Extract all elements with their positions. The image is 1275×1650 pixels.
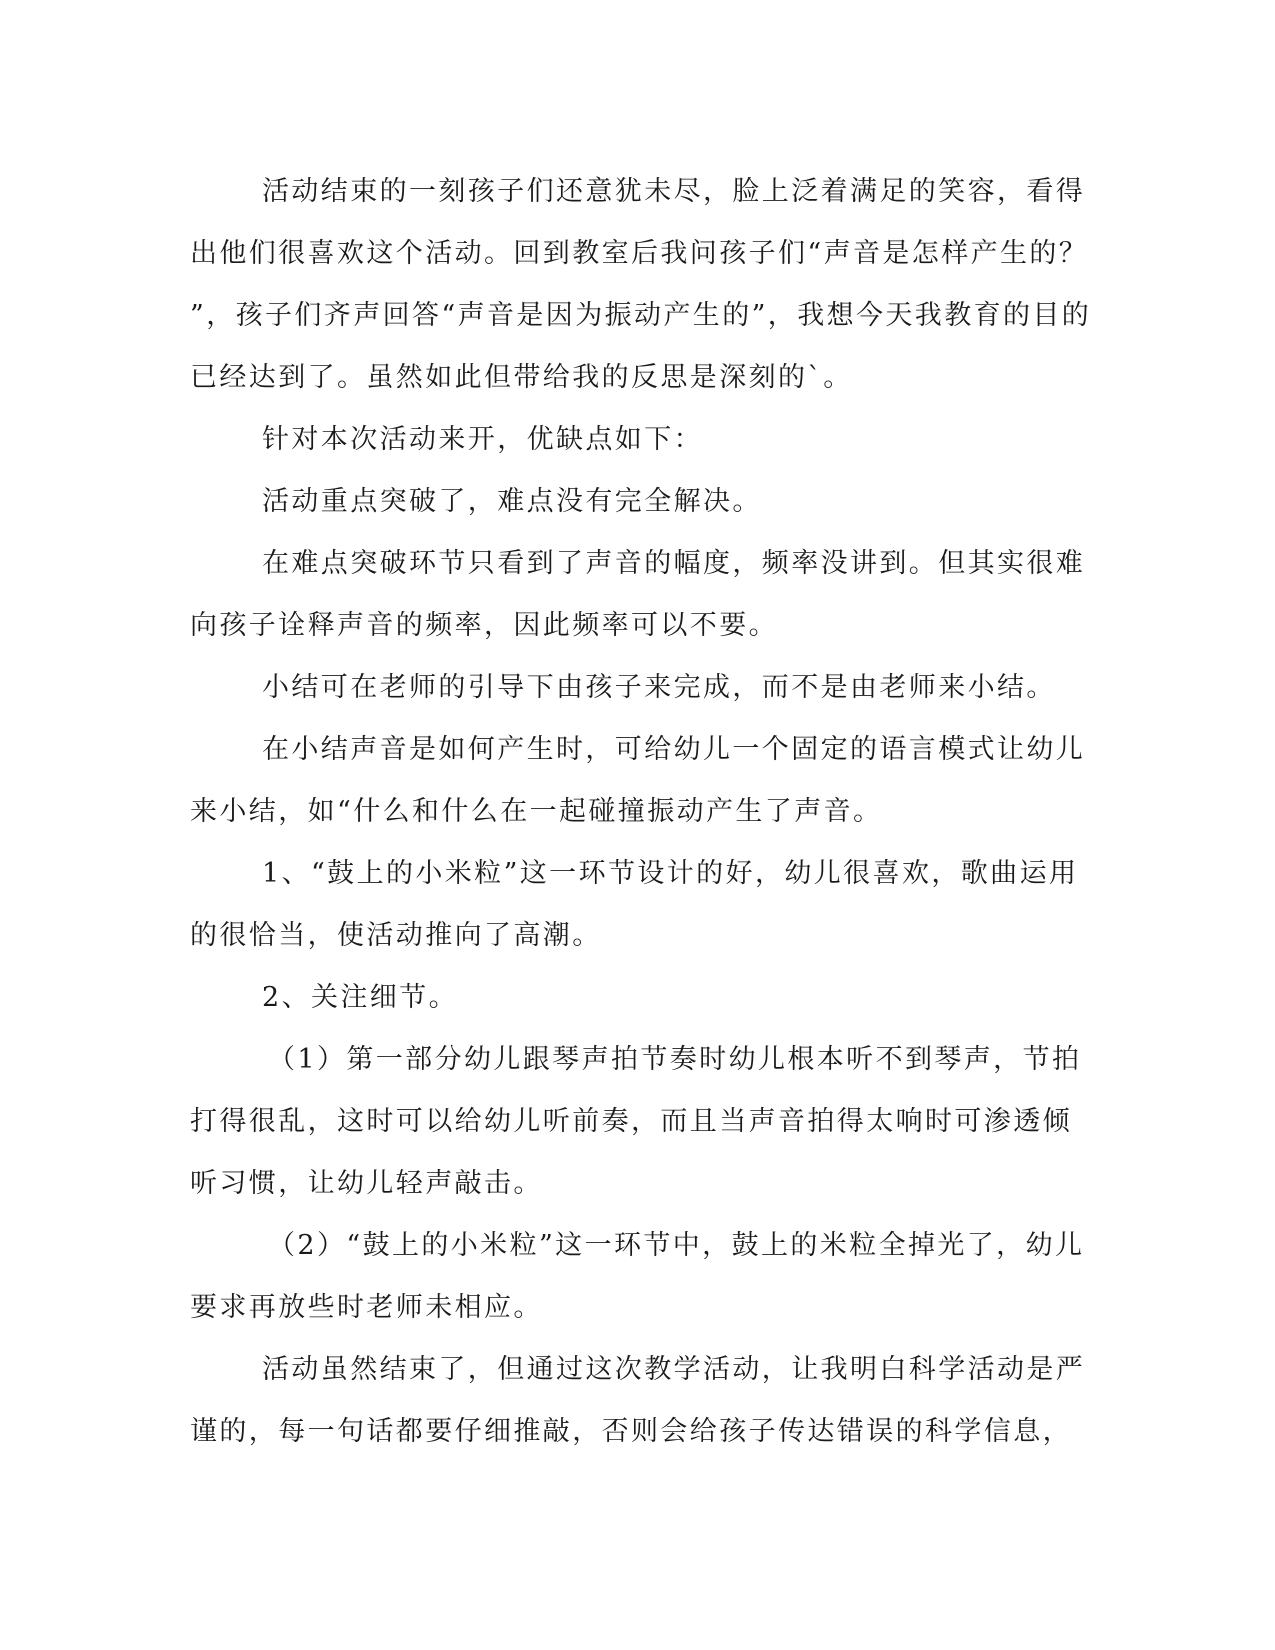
document-body [190,161,1092,1463]
paragraph-line: 活动重点突破了，难点没有完全解决。 [262,486,762,517]
paragraph-line: 小结可在老师的引导下由孩子来完成，而不是由老师来小结。 [262,672,1056,703]
paragraph-line: 在难点突破环节只看到了声音的幅度，频率没讲到。但其实很难 [262,548,1086,579]
paragraph-line: 在小结声音是如何产生时，可给幼儿一个固定的语言模式让幼儿 [262,734,1086,765]
paragraph-line: 打得很乱，这时可以给幼儿听前奏，而且当声音拍得太响时可渗透倾 [190,1106,1072,1137]
paragraph-line: 向孩子诠释声音的频率，因此频率可以不要。 [190,610,778,641]
paragraph-line: 活动结束的一刻孩子们还意犹未尽，脸上泛着满足的笑容，看得 [262,176,1086,207]
paragraph-line: 出他们很喜欢这个活动。回到教室后我问孩子们“声音是怎样产生的？ [190,238,1089,269]
paragraph-line: 活动虽然结束了，但通过这次教学活动，让我明白科学活动是严 [262,1354,1086,1385]
paragraph-line: 要求再放些时老师未相应。 [190,1292,543,1323]
paragraph-line: ”，孩子们齐声回答“声音是因为振动产生的”，我想今天我教育的目的 [190,300,1092,331]
paragraph-line: 来小结，如“什么和什么在一起碰撞振动产生了声音。 [190,796,883,827]
paragraph-line: 已经达到了。虽然如此但带给我的反思是深刻的`。 [190,362,853,393]
paragraph-line: （2）“鼓上的小米粒”这一环节中，鼓上的米粒全掉光了，幼儿 [268,1230,1085,1261]
paragraph-line: 的很恰当，使活动推向了高潮。 [190,920,602,951]
paragraph-line: 2、关注细节。 [262,982,458,1013]
paragraph-line: 谨的，每一句话都要仔细推敲，否则会给孩子传达错误的科学信息， [190,1416,1072,1447]
paragraph-line: （1）第一部分幼儿跟琴声拍节奏时幼儿根本听不到琴声，节拍 [268,1044,1082,1075]
paragraph-line: 听习惯，让幼儿轻声敲击。 [190,1168,543,1199]
paragraph-line: 针对本次活动来开，优缺点如下： [262,424,703,455]
paragraph-line: 1、“鼓上的小米粒”这一环节设计的好，幼儿很喜欢，歌曲运用 [262,858,1079,889]
